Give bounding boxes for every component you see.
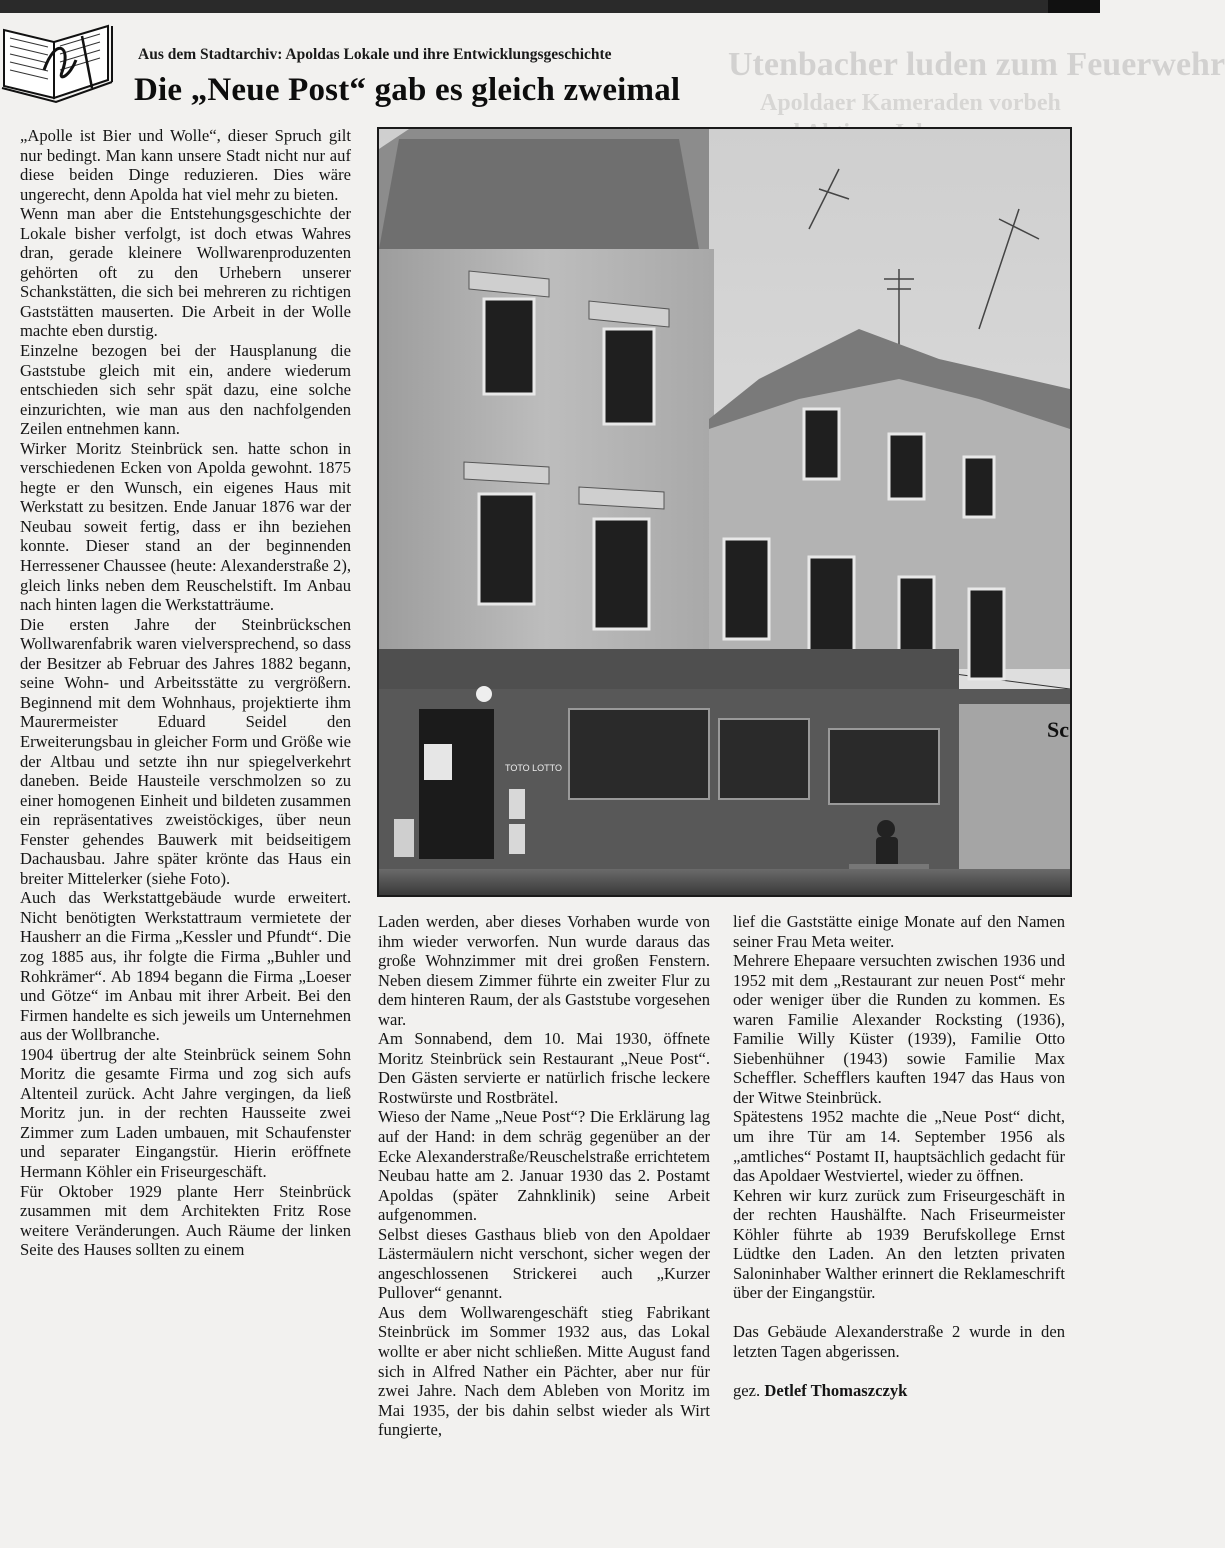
- lotto-sign-text: TOTO LOTTO: [505, 763, 563, 773]
- paragraph: Einzelne bezogen bei der Hausplanung die Gaststube gleich mit ein, andere wiederum entschieden sich sehr spät dazu, eine solche einzurichten, wie man aus den nachfolgenden Zeilen entnehmen kann.: [20, 341, 351, 439]
- paragraph: Spätestens 1952 machte die „Neue Post“ dicht, um ihre Tür am 14. September 1956 als „amtliches“ Postamt II, hauptsächlich gedacht für das Apoldaer Westviertel, wieder zu öffnen.: [733, 1107, 1065, 1186]
- article-headline: Die „Neue Post“ gab es gleich zweimal: [134, 72, 681, 108]
- paragraph: Kehren wir kurz zurück zum Friseurgeschäft in der rechten Haushälfte. Nach Friseurmeister Köhler führte ab 1939 Berufskollege Ernst Lüdtke den Laden. An den letzten privaten Saloninhaber Walther erinnert die Reklameschrift über der Eingangstür.: [733, 1185, 1065, 1303]
- article-column-1: [20, 126, 351, 1260]
- paragraph: Selbst dieses Gasthaus blieb von den Apoldaer Lästermäulern nicht verschont, sicher wegen der angeschlossenen Strickerei auch „Kurzer Pullover“ genannt.: [378, 1224, 710, 1303]
- article-column-2: [378, 912, 710, 1440]
- page-top-bar-end: [1048, 0, 1100, 13]
- paragraph: Wirker Moritz Steinbrück sen. hatte schon in verschiedenen Ecken von Apolda gewohnt. 1875 hegte er den Wunsch, ein eigenes Haus mit Werkstatt zu besitzen. Ende Januar 1876 war der Neubau soweit fertig, dass er ihn beziehen konnte. Dieser stand an der beginnenden Herressener Chaussee (heute: Alexanderstraße 2), gleich links neben dem Reuschelstift. Im Anbau nach hinten lagen die Werkstatträume.: [20, 438, 351, 615]
- building-photo: [377, 127, 1072, 897]
- paragraph: Wenn man aber die Entstehungsgeschichte der Lokale bisher verfolgt, ist doch etwas Wahres dran, gerade kleinere Wollwarenproduzenten gehörten oft zu den Urhebern unserer Schankstätten, die sich bei mehreren zu richtigen Gaststätten mauserten. Die Arbeit in der Wolle machte eben durstig.: [20, 204, 351, 341]
- article-column-3: [733, 912, 1065, 1401]
- paragraph: 1904 übertrug der alte Steinbrück seinem Sohn Moritz die gesamte Firma und zog sich aufs Altenteil zurück. Acht Jahre vergingen, da ließ Moritz jun. in der rechten Hausseite zwei Zimmer zum Laden umbauen, mit Schaufenster und separater Eingangstür. Hierin eröffnete Hermann Köhler ein Friseurgeschäft.: [20, 1044, 351, 1181]
- paragraph: Aus dem Wollwarengeschäft stieg Fabrikant Steinbrück im Sommer 1932 aus, das Lokal wollte er aber nicht schließen. Mitte August fand sich in Alfred Nather ein Pächter, aber nur für zwei Jahre. Nach dem Ableben von Moritz im Mai 1935, der bis dahin selbst wieder als Wirt fungierte,: [378, 1302, 710, 1440]
- closing-paragraph: Das Gebäude Alexanderstraße 2 wurde in den letzten Tagen abgerissen.: [733, 1322, 1065, 1361]
- paragraph: Mehrere Ehepaare versuchten zwischen 1936 und 1952 mit dem „Restaurant zur neuen Post“ mehr oder weniger über die Runden zu kommen. Es waren Familie Alexander Rocksting (1936), Familie Willy Küster (1939), Familie Otto Siebenhühner (1943) sowie Familie Max Scheffler. Schefflers kauften 1947 das Haus von der Witwe Steinbrück.: [733, 951, 1065, 1107]
- paragraph: Die ersten Jahre der Steinbrückschen Wollwarenfabrik waren vielversprechend, so dass der Besitzer ab Februar des Jahres 1882 begann, seine Wohn- und Arbeitsstätte zu vergrößern. Beginnend mit dem Wohnhaus, projektierte ihm Maurermeister Eduard Seidel den Erweiterungsbau in gleicher Form und Größe wie der Altbau und setzte ihn nur spiegelverkehrt daneben. Beide Hausteile verschmolzen so zu einer homogenen Einheit und bildeten zusammen ein repräsentatives zweistöckiges, über neun Fenster gehendes Bauwerk mit beidseitigem Dachausbau. Jahre später krönte das Haus ein breiter Mittelerker (siehe Foto).: [20, 614, 351, 888]
- paragraph: „Apolle ist Bier und Wolle“, dieser Spruch gilt nur bedingt. Man kann unsere Stadt nicht nur auf diese beiden Dinge reduzieren. Dies wäre ungerecht, denn Apolda hat viel mehr zu bieten.: [20, 126, 351, 204]
- bleed-line-1: Utenbacher luden zum Feuerwehr: [728, 46, 1225, 83]
- paragraph: lief die Gaststätte einige Monate auf den Namen seiner Frau Meta weiter.: [733, 912, 1065, 951]
- author-name: Detlef Thomaszczyk: [764, 1381, 908, 1401]
- paragraph: Laden werden, aber dieses Vorhaben wurde von ihm wieder verworfen. Nun wurde daraus das große Wohnzimmer mit drei großen Fenstern. Neben diesem Zimmer führte ein zweiter Flur zu dem hinteren Raum, der als Gaststube vorgesehen war.: [378, 912, 710, 1029]
- bleed-line-2: Apoldaer Kameraden vorbeh: [760, 90, 1061, 116]
- shop-sign-text: Sc: [1047, 717, 1069, 742]
- paragraph: Am Sonnabend, dem 10. Mai 1930, öffnete Moritz Steinbrück sein Restaurant „Neue Post“. Den Gästen servierte er natürlich frische leckere Rostwürste und Rostbrätel.: [378, 1029, 710, 1107]
- paragraph-gap: [733, 1362, 1065, 1382]
- article-kicker: Aus dem Stadtarchiv: Apoldas Lokale und ihre Entwicklungsgeschichte: [138, 46, 612, 63]
- page-top-bar: [0, 0, 1100, 13]
- author-signature: [733, 1381, 1065, 1401]
- paragraph: Wieso der Name „Neue Post“? Die Erklärung lag auf der Hand: in dem schräg gegenüber an der Ecke Alexanderstraße/Reuschelstraße errichtetem Neubau hatte am 2. Januar 1930 das 2. Postamt Apoldas (später Zahnklinik) seine Arbeit aufgenommen.: [378, 1107, 710, 1225]
- archive-book-icon: [0, 16, 118, 104]
- signature-prefix: gez.: [733, 1381, 761, 1401]
- paragraph: Auch das Werkstattgebäude wurde erweitert. Nicht benötigten Werkstattraum vermietete der Hausherr an die Firma „Kessler und Pfundt“. Die zog 1885 aus, ihr folgte die Firma „Buhler und Rohkrämer“. Ab 1894 begann die Firma „Loeser und Götze“ im Anbau mit ihrer Arbeit. Bei den Firmen handelte es sich jeweils um Unternehmen aus der Wollbranche.: [20, 888, 351, 1045]
- paragraph: Für Oktober 1929 plante Herr Steinbrück zusammen mit dem Architekten Fritz Rose weitere Veränderungen. Auch Räume der linken Seite des Hauses sollten zu einem: [20, 1181, 351, 1260]
- paragraph-gap: [733, 1303, 1065, 1323]
